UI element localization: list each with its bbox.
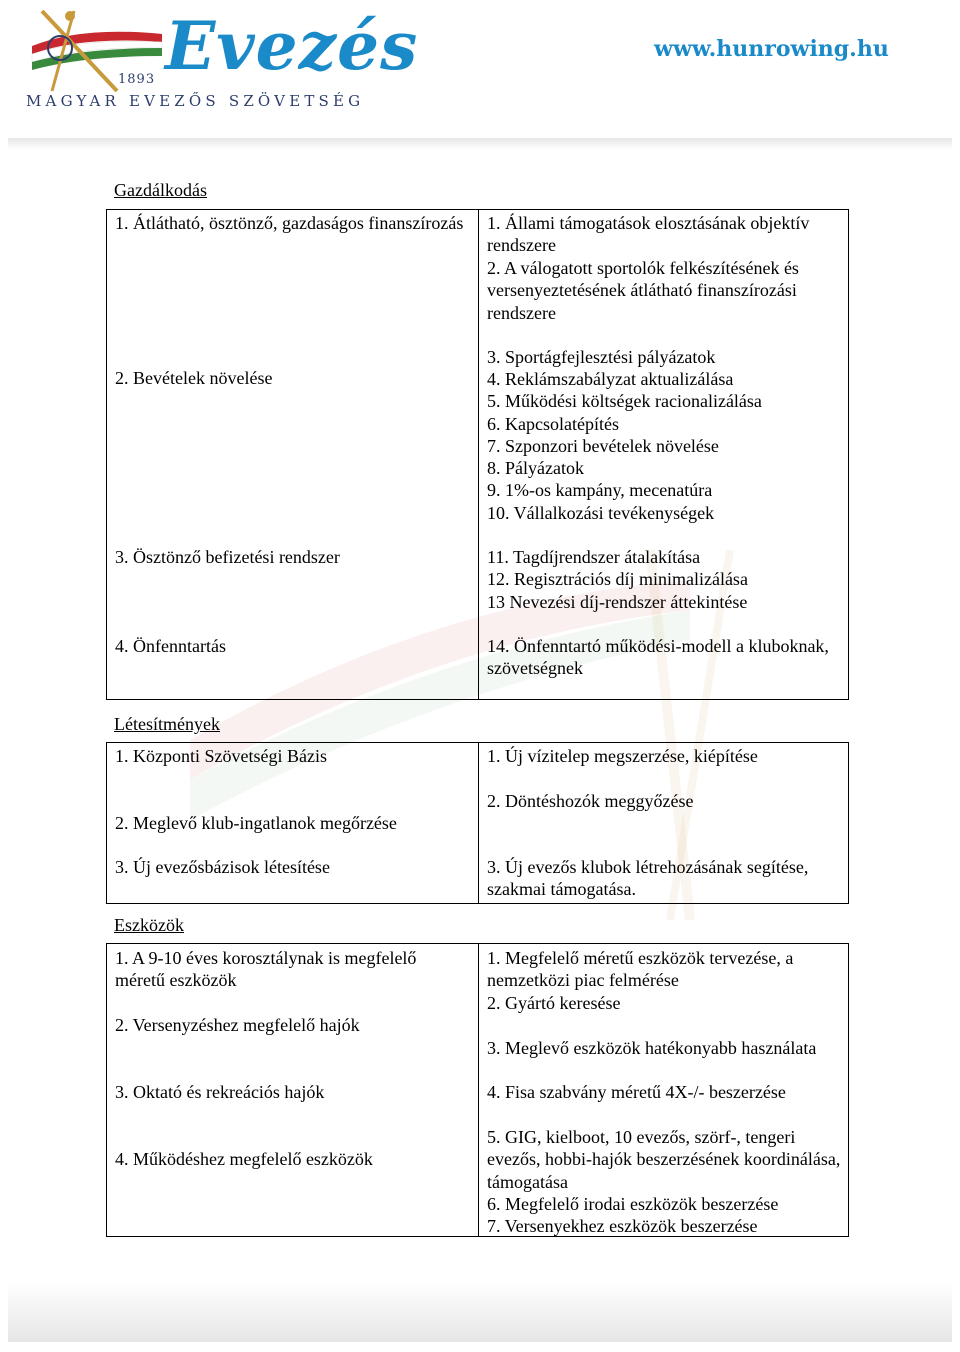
action-item: 5. GIG, kielboot, 10 evezős, szörf-, tengeri evezős, hobbi-hajók beszerzésének koordinálása, támogatása	[487, 1127, 841, 1192]
section-title-gazdalkodas: Gazdálkodás	[114, 180, 207, 200]
action-item: 3. Sportágfejlesztési pályázatok	[487, 347, 716, 367]
footer-band	[8, 1282, 952, 1342]
action-item: 2. Döntéshozók meggyőzése	[487, 791, 694, 811]
action-item: 4. Fisa szabvány méretű 4X-/- beszerzése	[487, 1082, 786, 1102]
action-item: 1. Állami támogatások elosztásának objektív rendszere	[487, 213, 810, 256]
goal-item: 1. A 9-10 éves korosztálynak is megfelelő méretű eszközök	[115, 948, 417, 991]
action-item: 8. Pályázatok	[487, 458, 584, 478]
action-item: 4. Reklámszabályzat aktualizálása	[487, 369, 734, 389]
action-item: 9. 1%-os kampány, mecenatúra	[487, 480, 713, 500]
page-header	[0, 0, 960, 150]
goal-item: 3. Oktató és rekreációs hajók	[115, 1082, 325, 1102]
action-item: 5. Működési költségek racionalizálása	[487, 391, 762, 411]
action-item: 1. Megfelelő méretű eszközök tervezése, a nemzetközi piac felmérése	[487, 948, 794, 991]
brand-subtitle: MAGYAR EVEZŐS SZÖVETSÉG	[26, 92, 365, 110]
action-item: 10. Vállalkozási tevékenységek	[487, 503, 715, 523]
section-title-eszkozok: Eszközök	[114, 915, 184, 935]
action-item: 7. Versenyekhez eszközök beszerzése	[487, 1216, 758, 1236]
action-item: 6. Megfelelő irodai eszközök beszerzése	[487, 1194, 779, 1214]
action-item: 12. Regisztrációs díj minimalizálása	[487, 569, 748, 589]
table-divider	[478, 743, 479, 903]
goal-item: 2. Versenyzéshez megfelelő hajók	[115, 1015, 360, 1035]
action-item: 2. Gyártó keresése	[487, 993, 621, 1013]
website-link[interactable]: www.hunrowing.hu	[654, 36, 889, 62]
action-item: 7. Szponzori bevételek növelése	[487, 436, 719, 456]
goal-item: 1. Központi Szövetségi Bázis	[115, 746, 327, 766]
table-divider	[478, 944, 479, 1236]
section-title-letesitmenyek: Létesítmények	[114, 714, 220, 734]
brand-year: 1893	[118, 72, 156, 87]
action-item: 1. Új vízitelep megszerzése, kiépítése	[487, 746, 758, 766]
action-item: 6. Kapcsolatépítés	[487, 414, 619, 434]
goal-item: 4. Önfenntartás	[115, 636, 226, 656]
action-item: 13 Nevezési díj-rendszer áttekintése	[487, 592, 748, 612]
action-item: 11. Tagdíjrendszer átalakítása	[487, 547, 701, 567]
brand-title: Evezés	[165, 7, 419, 85]
table-divider	[478, 210, 479, 699]
goal-item: 1. Átlátható, ösztönző, gazdaságos finanszírozás	[115, 213, 464, 233]
header-divider	[8, 138, 952, 150]
action-item: 2. A válogatott sportolók felkészítésének és versenyeztetésének átlátható finanszírozási rendszere	[487, 258, 799, 323]
action-item: 3. Meglevő eszközök hatékonyabb használata	[487, 1038, 817, 1058]
action-item: 14. Önfenntartó működési-modell a kluboknak, szövetségnek	[487, 636, 829, 679]
goal-item: 2. Bevételek növelése	[115, 368, 273, 388]
table-letesitmenyek	[106, 742, 849, 904]
action-item: 3. Új evezős klubok létrehozásának segítése, szakmai támogatása.	[487, 857, 809, 900]
goal-item: 4. Működéshez megfelelő eszközök	[115, 1149, 373, 1169]
table-gazdalkodas	[106, 209, 849, 700]
goal-item: 3. Új evezősbázisok létesítése	[115, 857, 330, 877]
goal-item: 3. Ösztönző befizetési rendszer	[115, 547, 340, 567]
goal-item: 2. Meglevő klub-ingatlanok megőrzése	[115, 813, 397, 833]
table-eszkozok	[106, 943, 849, 1237]
